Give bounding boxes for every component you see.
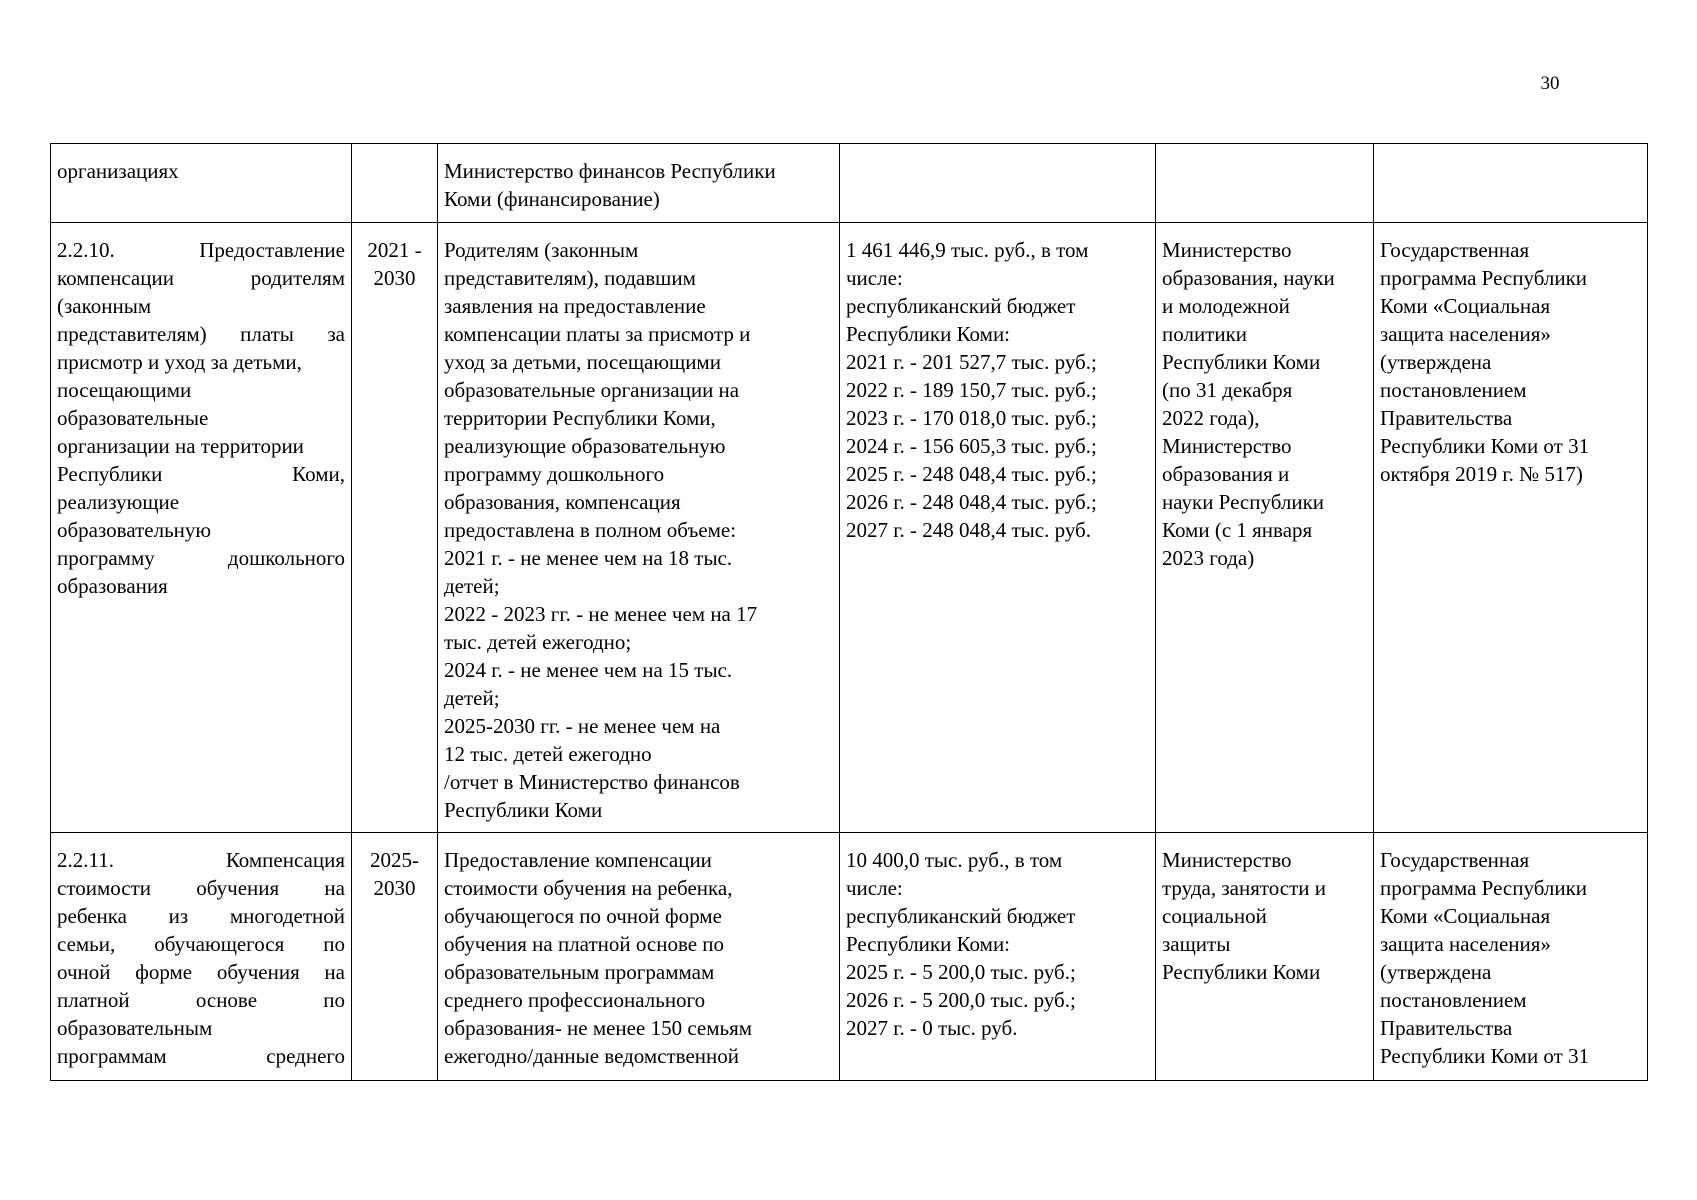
cell-text-line: среднего профессионального: [444, 988, 706, 1012]
cell-text-line: Коми «Социальная: [1380, 294, 1551, 318]
cell-text-line: Государственная: [1380, 848, 1530, 872]
cell-text-line: /отчет в Министерство финансов: [444, 770, 740, 794]
cell-text-line: образовательную: [57, 518, 212, 542]
cell-text-line: присмотр и уход за детьми,: [57, 350, 302, 374]
cell-text-line: Республики Коми:: [846, 932, 1011, 956]
cell-text-line: организации на территории: [57, 434, 304, 458]
cell-text-line: образовательные организации на: [444, 378, 740, 402]
cell-text-line: Республики Коми: [1162, 960, 1321, 984]
cell-text-line: программу дошкольного: [444, 462, 665, 486]
cell-text-line: Правительства: [1380, 406, 1513, 430]
cell-text-line: 2025 г. - 248 048,4 тыс. руб.;: [846, 462, 1097, 486]
cell-text-line: заявления на предоставление: [444, 294, 706, 318]
cell-responsible: [1156, 223, 1374, 833]
cell-financing: [840, 223, 1156, 833]
cell-text-line: Коми (с 1 января: [1162, 518, 1313, 542]
cell-text-line: Республики Коми,: [57, 462, 345, 486]
cell-text-line: представителям), подавшим: [444, 266, 696, 290]
cell-text-line: Республики Коми от 31: [1380, 1044, 1590, 1068]
cell-text-line: Республики Коми: [1162, 350, 1321, 374]
cell-text-line: территории Республики Коми,: [444, 406, 716, 430]
cell-text-line: Государственная: [1380, 238, 1530, 262]
cell-text-line: Предоставление компенсации: [444, 848, 712, 872]
cell-text-line: образовательные: [57, 406, 209, 430]
cell-responsible: [1156, 833, 1374, 1081]
cell-financing: [840, 144, 1156, 223]
cell-text-line: защита населения»: [1380, 322, 1551, 346]
cell-text-line: 2022 года),: [1162, 406, 1260, 430]
cell-text-line: 2026 г. - 5 200,0 тыс. руб.;: [846, 988, 1076, 1012]
cell-text-line: 2025 г. - 5 200,0 тыс. руб.;: [846, 960, 1076, 984]
cell-text-line: детей;: [444, 574, 500, 598]
cell-text-line: 2021 -: [367, 238, 422, 262]
table-row-continuation: [51, 144, 1648, 223]
cell-text-line: стоимости обучения на ребенка,: [444, 876, 733, 900]
cell-expected-result: [438, 833, 840, 1081]
cell-text-line: обучения на платной основе по: [444, 932, 725, 956]
cell-text-line: реализующие образовательную: [444, 434, 726, 458]
cell-text-line: 2026 г. - 248 048,4 тыс. руб.;: [846, 490, 1097, 514]
cell-measure-name: [51, 223, 352, 833]
cell-text-line: платной основе по: [57, 988, 345, 1012]
cell-text-line: программа Республики: [1380, 876, 1588, 900]
cell-text-line: политики: [1162, 322, 1248, 346]
cell-text-line: компенсации родителям: [57, 266, 345, 290]
cell-text-line: 1 461 446,9 тыс. руб., в том: [846, 238, 1089, 262]
cell-program: [1374, 144, 1648, 223]
cell-text-line: Родителям (законным: [444, 238, 639, 262]
cell-text-line: организациях: [57, 159, 179, 183]
cell-text-line: 2022 - 2023 гг. - не менее чем на 17: [444, 602, 758, 626]
cell-text-line: семьи, обучающегося по: [57, 932, 345, 956]
cell-text-line: (утверждена: [1380, 960, 1492, 984]
cell-text-line: образования, компенсация: [444, 490, 681, 514]
cell-expected-result: [438, 144, 840, 223]
cell-text-line: образования, науки: [1162, 266, 1335, 290]
cell-text-line: 2021 г. - не менее чем на 18 тыс.: [444, 546, 733, 570]
cell-term: [352, 144, 438, 223]
cell-responsible: [1156, 144, 1374, 223]
cell-text-line: 2021 г. - 201 527,7 тыс. руб.;: [846, 350, 1097, 374]
page-number: 30: [1540, 73, 1560, 94]
cell-text-line: защита населения»: [1380, 932, 1551, 956]
cell-text-line: (по 31 декабря: [1162, 378, 1293, 402]
cell-text-line: труда, занятости и: [1162, 876, 1327, 900]
cell-text-line: Республики Коми от 31: [1380, 434, 1590, 458]
cell-text-line: 2030: [373, 266, 416, 290]
cell-text-line: 2025-: [370, 848, 419, 872]
cell-text-line: очной форме обучения на: [57, 960, 345, 984]
cell-text-line: образования и: [1162, 462, 1290, 486]
cell-text-line: обучающегося по очной форме: [444, 904, 722, 928]
table-row-2-2-11: [51, 833, 1648, 1081]
cell-text-line: числе:: [846, 876, 903, 900]
cell-text-line: реализующие: [57, 490, 180, 514]
cell-text-line: 2025-2030 гг. - не менее чем на: [444, 714, 721, 738]
cell-text-line: образовательным: [57, 1016, 213, 1040]
cell-text-line: стоимости обучения на: [57, 876, 345, 900]
cell-text-line: 2022 г. - 189 150,7 тыс. руб.;: [846, 378, 1097, 402]
cell-text-line: Министерство: [1162, 848, 1292, 872]
cell-text-line: 2024 г. - 156 605,3 тыс. руб.;: [846, 434, 1097, 458]
cell-text-line: программам среднего: [57, 1044, 345, 1068]
cell-text-line: 2.2.10. Предоставление: [57, 238, 345, 262]
cell-text-line: представителям) платы за: [57, 322, 345, 346]
cell-text-line: образования: [57, 574, 168, 598]
cell-text-line: республиканский бюджет: [846, 904, 1076, 928]
cell-text-line: Министерство: [1162, 434, 1292, 458]
table-row-2-2-10: [51, 223, 1648, 833]
cell-program: [1374, 223, 1648, 833]
cell-text-line: предоставлена в полном объеме:: [444, 518, 737, 542]
cell-text-line: науки Республики: [1162, 490, 1325, 514]
cell-term: [352, 833, 438, 1081]
cell-term: [352, 223, 438, 833]
cell-text-line: 2027 г. - 248 048,4 тыс. руб.: [846, 518, 1091, 542]
cell-text-line: 2023 г. - 170 018,0 тыс. руб.;: [846, 406, 1097, 430]
cell-text-line: постановлением: [1380, 988, 1527, 1012]
cell-text-line: Коми (финансирование): [444, 187, 660, 211]
cell-text-line: компенсации платы за присмотр и: [444, 322, 751, 346]
cell-text-line: социальной: [1162, 904, 1267, 928]
cell-text-line: защиты: [1162, 932, 1231, 956]
table-body: [51, 144, 1648, 1081]
cell-text-line: тыс. детей ежегодно;: [444, 630, 632, 654]
cell-text-line: (законным: [57, 294, 152, 318]
cell-text-line: (утверждена: [1380, 350, 1492, 374]
cell-text-line: детей;: [444, 686, 500, 710]
cell-text-line: республиканский бюджет: [846, 294, 1076, 318]
cell-text-line: 12 тыс. детей ежегодно: [444, 742, 652, 766]
cell-text-line: программу дошкольного: [57, 546, 345, 570]
cell-text-line: 2030: [373, 876, 416, 900]
cell-text-line: 2.2.11. Компенсация: [57, 848, 345, 872]
cell-text-line: 2027 г. - 0 тыс. руб.: [846, 1016, 1018, 1040]
cell-text-line: и молодежной: [1162, 294, 1290, 318]
cell-text-line: постановлением: [1380, 378, 1527, 402]
cell-text-line: Правительства: [1380, 1016, 1513, 1040]
measures-table: [50, 143, 1648, 1081]
cell-text-line: посещающими: [57, 378, 192, 402]
cell-text-line: Министерство финансов Республики: [444, 159, 776, 183]
cell-text-line: ежегодно/данные ведомственной: [444, 1044, 740, 1068]
cell-text-line: 10 400,0 тыс. руб., в том: [846, 848, 1063, 872]
cell-text-line: октября 2019 г. № 517): [1380, 462, 1583, 486]
cell-expected-result: [438, 223, 840, 833]
cell-measure-name: [51, 144, 352, 223]
cell-text-line: уход за детьми, посещающими: [444, 350, 721, 374]
cell-text-line: 2023 года): [1162, 546, 1255, 570]
cell-text-line: Республики Коми: [444, 798, 603, 822]
cell-text-line: 2024 г. - не менее чем на 15 тыс.: [444, 658, 733, 682]
cell-text-line: программа Республики: [1380, 266, 1588, 290]
cell-text-line: Республики Коми:: [846, 322, 1011, 346]
cell-text-line: образовательным программам: [444, 960, 715, 984]
cell-program: [1374, 833, 1648, 1081]
cell-text-line: ребенка из многодетной: [57, 904, 345, 928]
cell-text-line: Коми «Социальная: [1380, 904, 1551, 928]
cell-text-line: числе:: [846, 266, 903, 290]
cell-financing: [840, 833, 1156, 1081]
cell-text-line: образования- не менее 150 семьям: [444, 1016, 753, 1040]
cell-text-line: Министерство: [1162, 238, 1292, 262]
cell-measure-name: [51, 833, 352, 1081]
